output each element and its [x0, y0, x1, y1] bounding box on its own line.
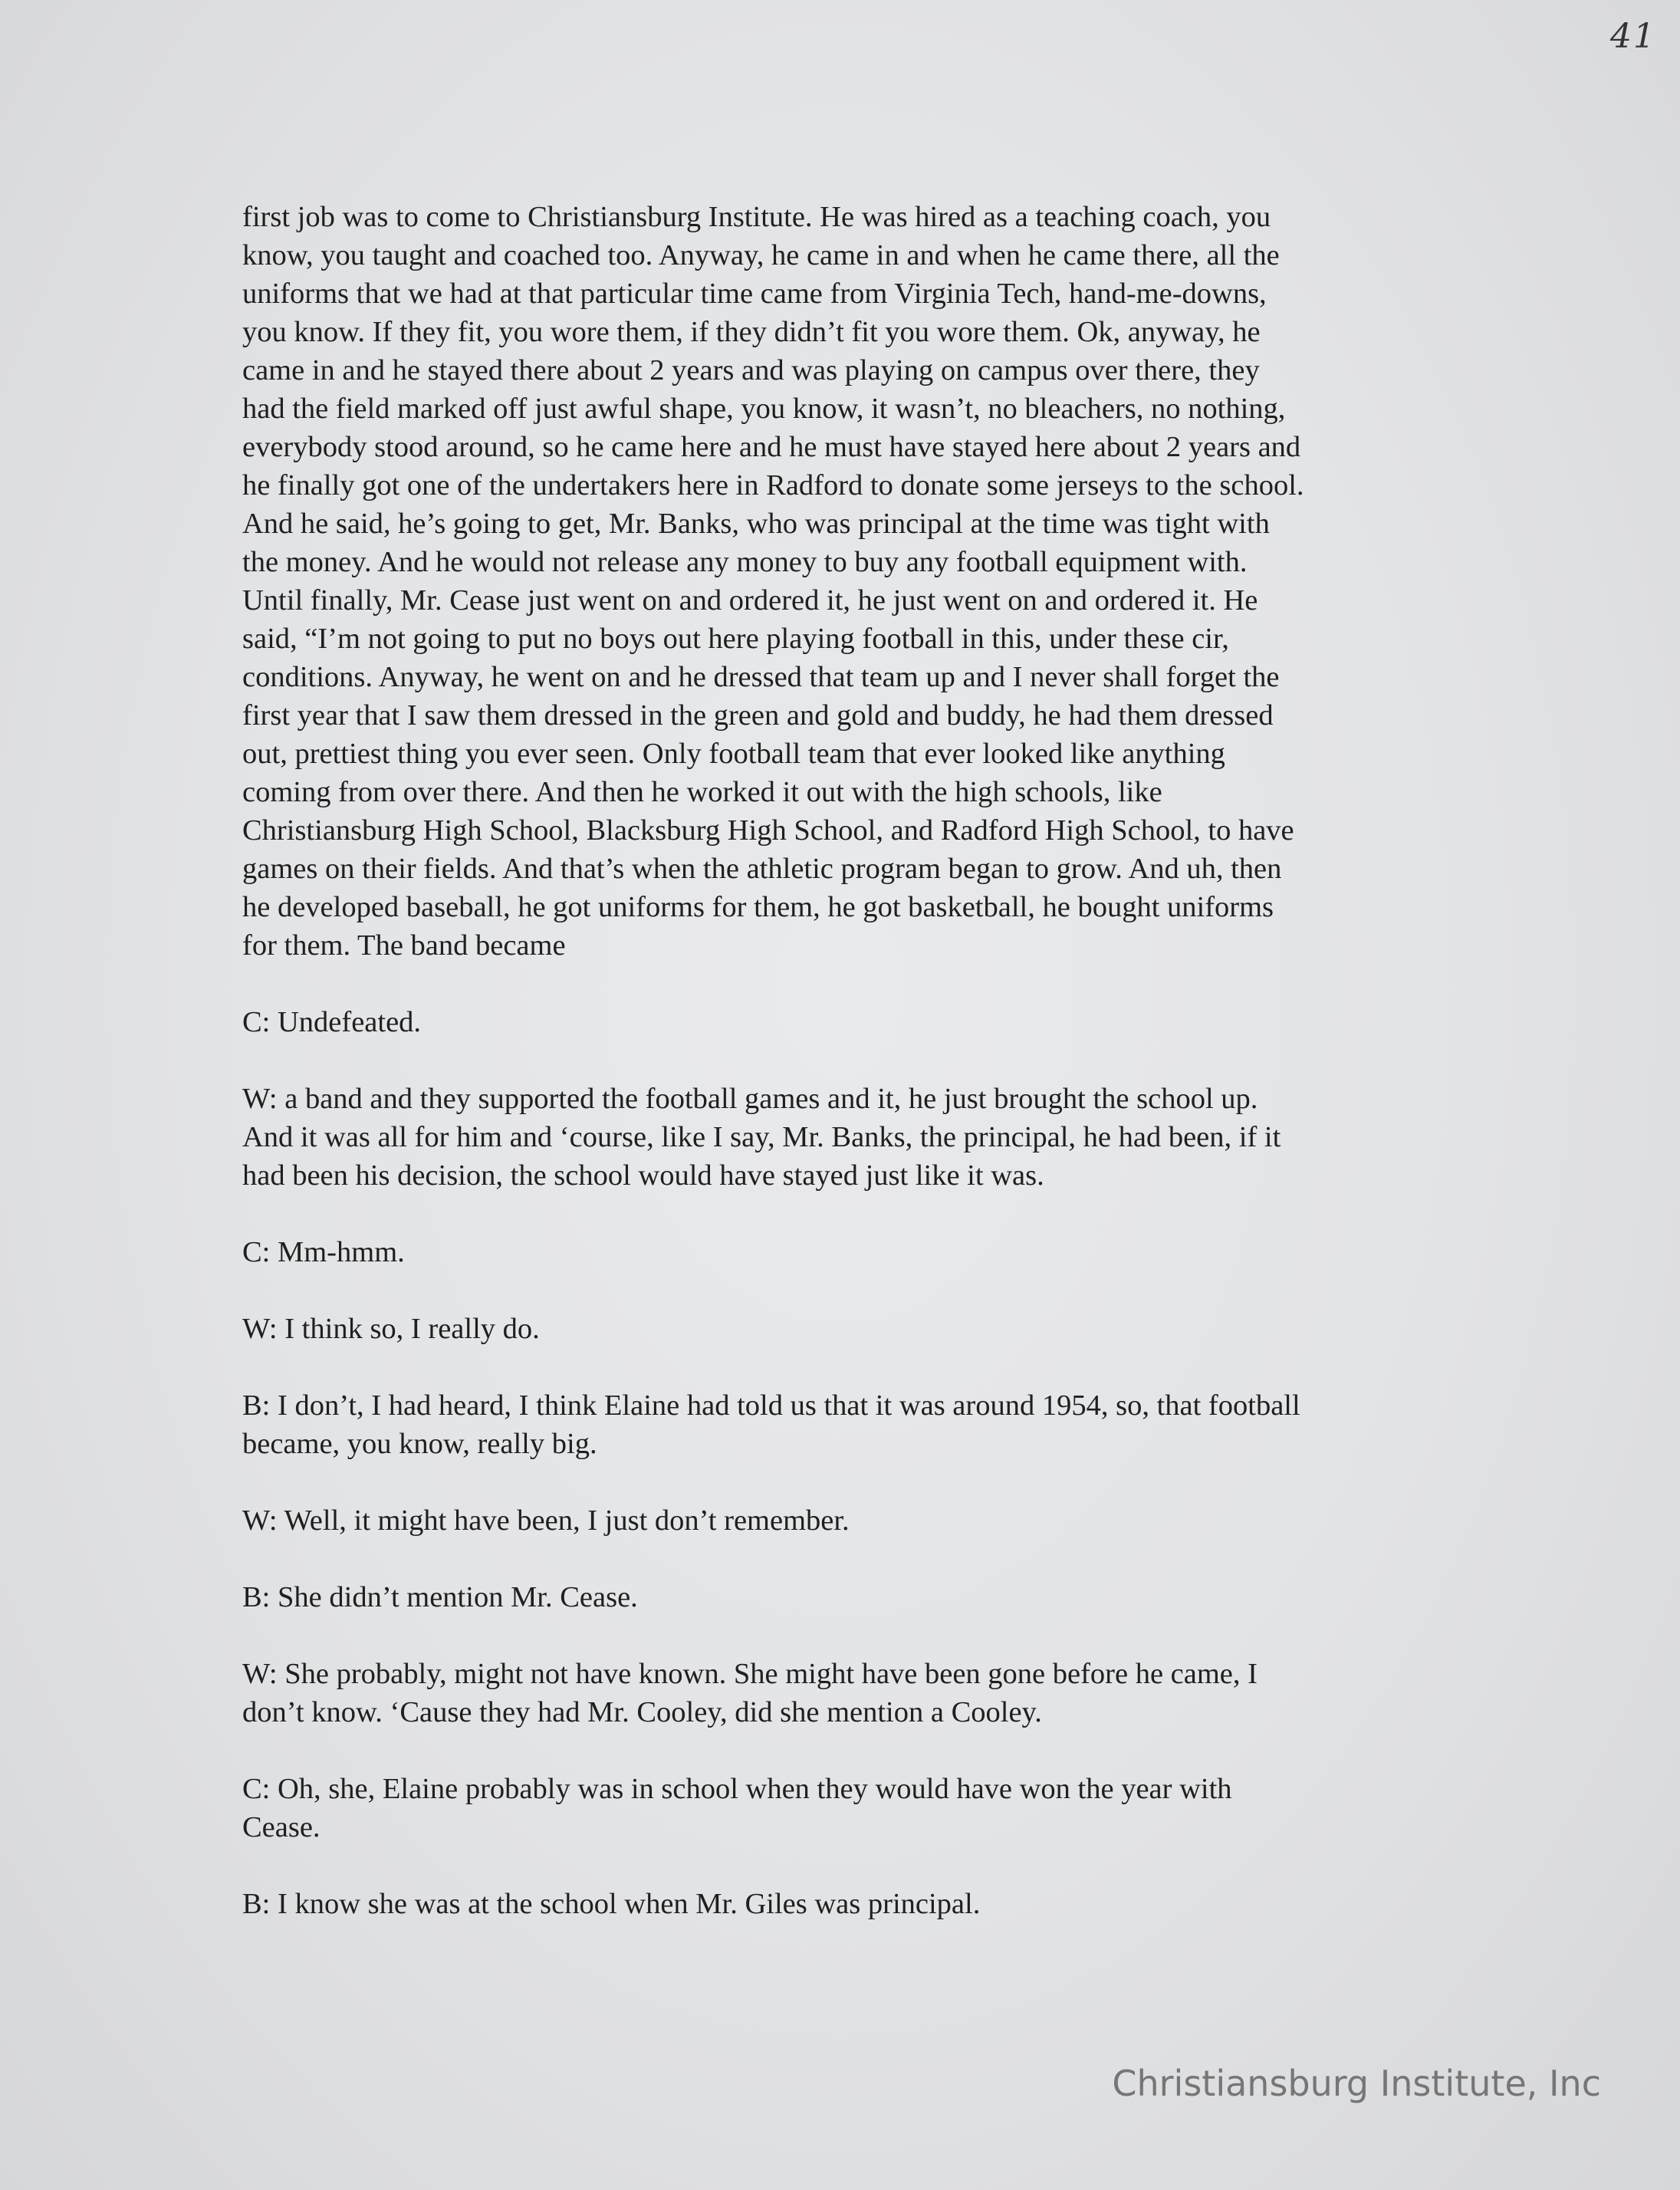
text-line: B: She didn’t mention Mr. Cease.	[242, 1581, 638, 1613]
text-line: W: Well, it might have been, I just don’t remember.	[242, 1504, 850, 1537]
text-line: And it was all for him and ‘course, like I say, Mr. Banks, the principal, he had been, if it	[242, 1121, 1281, 1153]
text-line: for them. The band became	[242, 929, 566, 962]
text-line: games on their fields. And that’s when the athletic program began to grow. And uh, then	[242, 853, 1282, 885]
text-line: C: Undefeated.	[242, 1006, 422, 1038]
text-line: had the field marked off just awful shape, you know, it wasn’t, no bleachers, no nothing,	[242, 393, 1286, 425]
text-line: he developed baseball, he got uniforms for them, he got basketball, he bought uniforms	[242, 891, 1274, 923]
text-line: became, you know, really big.	[242, 1428, 597, 1460]
text-line: W: I think so, I really do.	[242, 1313, 540, 1345]
text-line: C: Mm-hmm.	[242, 1236, 405, 1268]
text-line: B: I know she was at the school when Mr. Giles was principal.	[242, 1888, 981, 1920]
transcript-paragraph	[242, 1310, 1469, 1348]
transcript-paragraph	[242, 1501, 1469, 1540]
text-line: Until finally, Mr. Cease just went on and ordered it, he just went on and ordered it. He	[242, 584, 1258, 617]
transcript-paragraph	[242, 1003, 1469, 1041]
text-line: W: a band and they supported the football games and it, he just brought the school up.	[242, 1083, 1258, 1115]
text-line: W: She probably, might not have known. She might have been gone before he came, I	[242, 1658, 1258, 1690]
transcript-paragraph	[242, 1655, 1469, 1731]
text-line: coming from over there. And then he worked it out with the high schools, like	[242, 776, 1162, 808]
text-line: know, you taught and coached too. Anyway, he came in and when he came there, all the	[242, 239, 1280, 271]
text-line: said, “I’m not going to put no boys out here playing football in this, under these cir,	[242, 623, 1229, 655]
transcript-paragraph	[242, 1885, 1469, 1923]
text-line: Christiansburg High School, Blacksburg High School, and Radford High School, to have	[242, 814, 1294, 847]
transcript-paragraph	[242, 1386, 1469, 1463]
transcript-body	[242, 198, 1469, 1961]
page-number: 41	[1610, 17, 1656, 56]
watermark: Christiansburg Institute, Inc	[1112, 2063, 1601, 2104]
transcript-paragraph	[242, 1578, 1469, 1616]
text-line: And he said, he’s going to get, Mr. Banks, who was principal at the time was tight with	[242, 508, 1270, 540]
text-line: first job was to come to Christiansburg Institute. He was hired as a teaching coach, you	[242, 201, 1271, 233]
text-line: the money. And he would not release any money to buy any football equipment with.	[242, 546, 1248, 578]
text-line: conditions. Anyway, he went on and he dressed that team up and I never shall forget the	[242, 661, 1280, 693]
text-line: Cease.	[242, 1811, 321, 1843]
transcript-paragraph	[242, 1770, 1469, 1846]
transcript-paragraph	[242, 198, 1469, 965]
text-line: C: Oh, she, Elaine probably was in school when they would have won the year with	[242, 1773, 1232, 1805]
text-line: out, prettiest thing you ever seen. Only football team that ever looked like anything	[242, 738, 1225, 770]
text-line: uniforms that we had at that particular time came from Virginia Tech, hand-me-downs,	[242, 278, 1267, 310]
text-line: first year that I saw them dressed in the green and gold and buddy, he had them dressed	[242, 699, 1274, 732]
text-line: B: I don’t, I had heard, I think Elaine had told us that it was around 1954, so, that football	[242, 1389, 1300, 1422]
text-line: he finally got one of the undertakers here in Radford to donate some jerseys to the school.	[242, 469, 1304, 501]
transcript-paragraph	[242, 1233, 1469, 1271]
text-line: everybody stood around, so he came here and he must have stayed here about 2 years and	[242, 431, 1301, 463]
text-line: had been his decision, the school would have stayed just like it was.	[242, 1159, 1044, 1192]
text-line: you know. If they fit, you wore them, if they didn’t fit you wore them. Ok, anyway, he	[242, 316, 1261, 348]
text-line: don’t know. ‘Cause they had Mr. Cooley, did she mention a Cooley.	[242, 1696, 1042, 1728]
text-line: came in and he stayed there about 2 years and was playing on campus over there, they	[242, 354, 1260, 386]
transcript-paragraph	[242, 1080, 1469, 1195]
